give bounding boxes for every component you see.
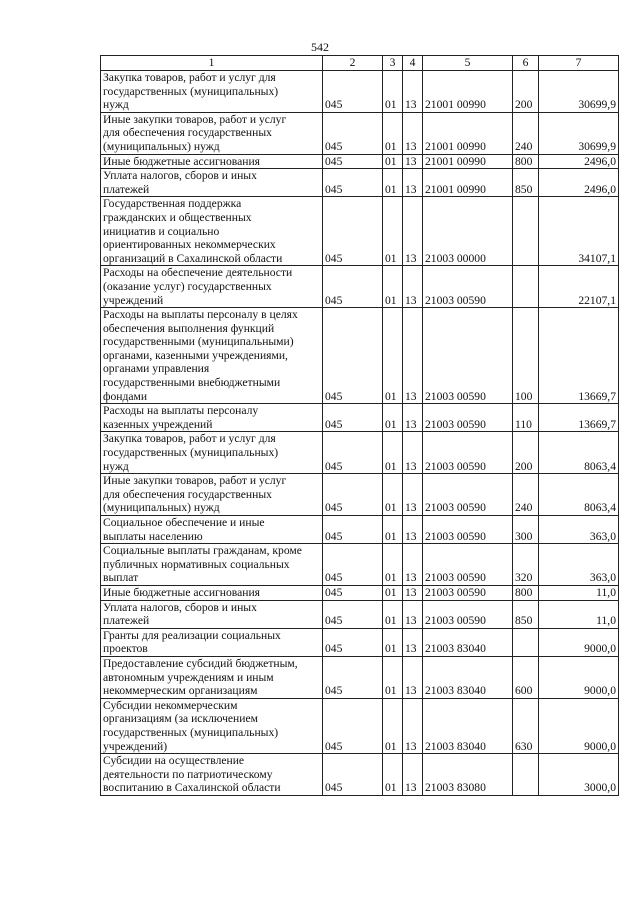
expense-kind-cell: 110 xyxy=(513,404,539,432)
amount-cell: 363,0 xyxy=(539,516,619,544)
amount-cell: 30699,9 xyxy=(539,71,619,113)
amount-cell: 8063,4 xyxy=(539,432,619,474)
expense-kind-cell xyxy=(513,266,539,308)
column-header: 7 xyxy=(539,56,619,71)
table-row xyxy=(101,754,619,796)
subsection-code-cell: 13 xyxy=(403,656,423,698)
section-code-cell: 01 xyxy=(383,516,403,544)
ministry-code-cell: 045 xyxy=(323,112,383,154)
table-row xyxy=(101,71,619,113)
target-article-cell: 21003 00590 xyxy=(423,600,513,628)
table-row xyxy=(101,432,619,474)
amount-cell: 8063,4 xyxy=(539,474,619,516)
expense-name-cell: Социальные выплаты гражданам, кроме публичных нормативных социальных выплат xyxy=(101,544,323,586)
amount-cell: 13669,7 xyxy=(539,404,619,432)
expense-kind-cell xyxy=(513,628,539,656)
target-article-cell: 21001 00990 xyxy=(423,154,513,169)
expense-kind-cell: 300 xyxy=(513,516,539,544)
section-code-cell: 01 xyxy=(383,600,403,628)
ministry-code-cell: 045 xyxy=(323,754,383,796)
section-code-cell: 01 xyxy=(383,154,403,169)
column-header: 6 xyxy=(513,56,539,71)
target-article-cell: 21003 83040 xyxy=(423,698,513,753)
ministry-code-cell: 045 xyxy=(323,266,383,308)
amount-cell: 363,0 xyxy=(539,544,619,586)
expense-kind-cell: 850 xyxy=(513,600,539,628)
expense-kind-cell: 850 xyxy=(513,169,539,197)
target-article-cell: 21003 83080 xyxy=(423,754,513,796)
expense-name-cell: Социальное обеспечение и иные выплаты населению xyxy=(101,516,323,544)
subsection-code-cell: 13 xyxy=(403,585,423,600)
expense-name-cell: Гранты для реализации социальных проектов xyxy=(101,628,323,656)
target-article-cell: 21003 83040 xyxy=(423,656,513,698)
expense-kind-cell xyxy=(513,197,539,266)
section-code-cell: 01 xyxy=(383,71,403,113)
expense-name-cell: Расходы на выплаты персоналу казенных учреждений xyxy=(101,404,323,432)
amount-cell: 9000,0 xyxy=(539,698,619,753)
section-code-cell: 01 xyxy=(383,266,403,308)
section-code-cell: 01 xyxy=(383,308,403,404)
table-row xyxy=(101,698,619,753)
expense-name-cell: Закупка товаров, работ и услуг для государственных (муниципальных) нужд xyxy=(101,71,323,113)
ministry-code-cell: 045 xyxy=(323,154,383,169)
table-row xyxy=(101,169,619,197)
column-header: 2 xyxy=(323,56,383,71)
table-row xyxy=(101,585,619,600)
expense-name-cell: Расходы на выплаты персоналу в целях обеспечения выполнения функций государственными (муниципальными) органами, казенными учреждениями, органами управления государственными внебюджетными фондами xyxy=(101,308,323,404)
section-code-cell: 01 xyxy=(383,628,403,656)
expense-name-cell: Иные бюджетные ассигнования xyxy=(101,585,323,600)
subsection-code-cell: 13 xyxy=(403,169,423,197)
table-row xyxy=(101,516,619,544)
section-code-cell: 01 xyxy=(383,656,403,698)
subsection-code-cell: 13 xyxy=(403,432,423,474)
amount-cell: 9000,0 xyxy=(539,628,619,656)
section-code-cell: 01 xyxy=(383,544,403,586)
column-header-row xyxy=(101,56,619,71)
target-article-cell: 21001 00990 xyxy=(423,169,513,197)
target-article-cell: 21003 00590 xyxy=(423,474,513,516)
section-code-cell: 01 xyxy=(383,698,403,753)
expense-name-cell: Иные закупки товаров, работ и услуг для обеспечения государственных (муниципальных) нужд xyxy=(101,474,323,516)
amount-cell: 11,0 xyxy=(539,600,619,628)
table-row xyxy=(101,628,619,656)
ministry-code-cell: 045 xyxy=(323,308,383,404)
target-article-cell: 21003 00000 xyxy=(423,197,513,266)
section-code-cell: 01 xyxy=(383,474,403,516)
amount-cell: 34107,1 xyxy=(539,197,619,266)
expense-kind-cell: 200 xyxy=(513,71,539,113)
amount-cell: 30699,9 xyxy=(539,112,619,154)
column-header: 1 xyxy=(101,56,323,71)
subsection-code-cell: 13 xyxy=(403,544,423,586)
expense-kind-cell xyxy=(513,754,539,796)
expense-name-cell: Субсидии некоммерческим организациям (за исключением государственных (муниципальных) учреждений) xyxy=(101,698,323,753)
ministry-code-cell: 045 xyxy=(323,585,383,600)
target-article-cell: 21003 00590 xyxy=(423,432,513,474)
subsection-code-cell: 13 xyxy=(403,628,423,656)
ministry-code-cell: 045 xyxy=(323,404,383,432)
section-code-cell: 01 xyxy=(383,112,403,154)
ministry-code-cell: 045 xyxy=(323,474,383,516)
ministry-code-cell: 045 xyxy=(323,698,383,753)
amount-cell: 3000,0 xyxy=(539,754,619,796)
subsection-code-cell: 13 xyxy=(403,600,423,628)
expense-name-cell: Уплата налогов, сборов и иных платежей xyxy=(101,169,323,197)
subsection-code-cell: 13 xyxy=(403,308,423,404)
target-article-cell: 21003 00590 xyxy=(423,266,513,308)
target-article-cell: 21003 00590 xyxy=(423,585,513,600)
subsection-code-cell: 13 xyxy=(403,754,423,796)
expense-kind-cell: 240 xyxy=(513,474,539,516)
table-row xyxy=(101,404,619,432)
expense-kind-cell: 800 xyxy=(513,154,539,169)
expense-kind-cell: 600 xyxy=(513,656,539,698)
table-row xyxy=(101,154,619,169)
table-row xyxy=(101,308,619,404)
table-row xyxy=(101,474,619,516)
expense-kind-cell: 800 xyxy=(513,585,539,600)
ministry-code-cell: 045 xyxy=(323,516,383,544)
subsection-code-cell: 13 xyxy=(403,197,423,266)
subsection-code-cell: 13 xyxy=(403,112,423,154)
table-row xyxy=(101,600,619,628)
subsection-code-cell: 13 xyxy=(403,474,423,516)
subsection-code-cell: 13 xyxy=(403,154,423,169)
amount-cell: 11,0 xyxy=(539,585,619,600)
table-row xyxy=(101,656,619,698)
table-row xyxy=(101,197,619,266)
amount-cell: 9000,0 xyxy=(539,656,619,698)
section-code-cell: 01 xyxy=(383,404,403,432)
target-article-cell: 21001 00990 xyxy=(423,112,513,154)
expense-name-cell: Предоставление субсидий бюджетным, автономным учреждениям и иным некоммерческим организациям xyxy=(101,656,323,698)
expense-name-cell: Субсидии на осуществление деятельности по патриотическому воспитанию в Сахалинской области xyxy=(101,754,323,796)
ministry-code-cell: 045 xyxy=(323,600,383,628)
target-article-cell: 21003 00590 xyxy=(423,308,513,404)
expense-name-cell: Расходы на обеспечение деятельности (оказание услуг) государственных учреждений xyxy=(101,266,323,308)
ministry-code-cell: 045 xyxy=(323,432,383,474)
subsection-code-cell: 13 xyxy=(403,404,423,432)
ministry-code-cell: 045 xyxy=(323,71,383,113)
ministry-code-cell: 045 xyxy=(323,656,383,698)
column-header: 4 xyxy=(403,56,423,71)
ministry-code-cell: 045 xyxy=(323,197,383,266)
expense-kind-cell: 200 xyxy=(513,432,539,474)
expense-kind-cell: 320 xyxy=(513,544,539,586)
subsection-code-cell: 13 xyxy=(403,698,423,753)
expense-name-cell: Закупка товаров, работ и услуг для государственных (муниципальных) нужд xyxy=(101,432,323,474)
target-article-cell: 21001 00990 xyxy=(423,71,513,113)
expense-kind-cell: 100 xyxy=(513,308,539,404)
amount-cell: 13669,7 xyxy=(539,308,619,404)
amount-cell: 2496,0 xyxy=(539,169,619,197)
column-header: 3 xyxy=(383,56,403,71)
expense-name-cell: Государственная поддержка гражданских и общественных инициатив и социально ориентированных некоммерческих организаций в Сахалинской области xyxy=(101,197,323,266)
target-article-cell: 21003 00590 xyxy=(423,404,513,432)
subsection-code-cell: 13 xyxy=(403,266,423,308)
subsection-code-cell: 13 xyxy=(403,71,423,113)
table-row xyxy=(101,266,619,308)
ministry-code-cell: 045 xyxy=(323,169,383,197)
section-code-cell: 01 xyxy=(383,432,403,474)
expense-kind-cell: 630 xyxy=(513,698,539,753)
ministry-code-cell: 045 xyxy=(323,628,383,656)
column-header: 5 xyxy=(423,56,513,71)
section-code-cell: 01 xyxy=(383,197,403,266)
expense-kind-cell: 240 xyxy=(513,112,539,154)
ministry-code-cell: 045 xyxy=(323,544,383,586)
expense-name-cell: Иные бюджетные ассигнования xyxy=(101,154,323,169)
subsection-code-cell: 13 xyxy=(403,516,423,544)
section-code-cell: 01 xyxy=(383,585,403,600)
budget-table xyxy=(100,55,619,796)
target-article-cell: 21003 00590 xyxy=(423,516,513,544)
table-row xyxy=(101,544,619,586)
table-row xyxy=(101,112,619,154)
page-number: 542 xyxy=(311,40,329,54)
expense-name-cell: Уплата налогов, сборов и иных платежей xyxy=(101,600,323,628)
section-code-cell: 01 xyxy=(383,754,403,796)
target-article-cell: 21003 83040 xyxy=(423,628,513,656)
amount-cell: 22107,1 xyxy=(539,266,619,308)
target-article-cell: 21003 00590 xyxy=(423,544,513,586)
amount-cell: 2496,0 xyxy=(539,154,619,169)
expense-name-cell: Иные закупки товаров, работ и услуг для обеспечения государственных (муниципальных) нужд xyxy=(101,112,323,154)
section-code-cell: 01 xyxy=(383,169,403,197)
